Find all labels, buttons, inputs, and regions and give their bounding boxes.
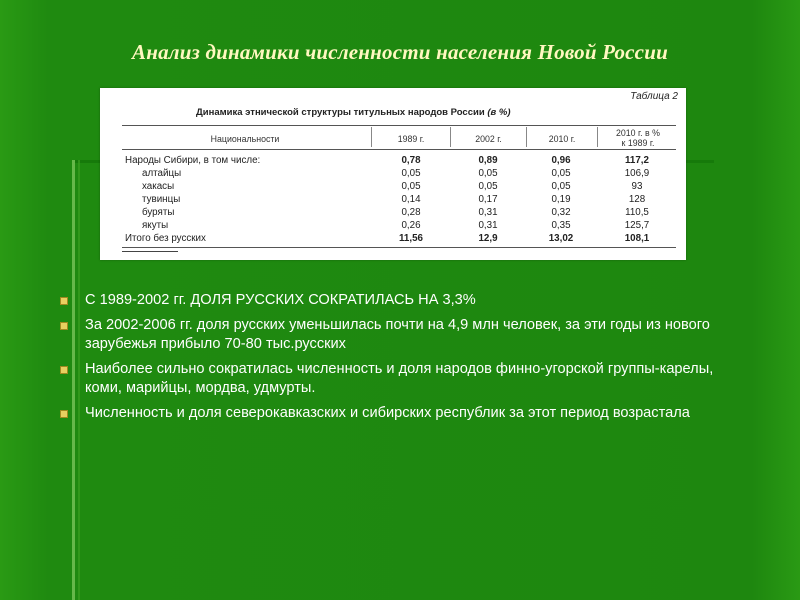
- cell-1989: 0,05: [401, 168, 421, 179]
- cell-2010: 0,96: [551, 155, 571, 166]
- bullet-text: За 2002-2006 гг. доля русских уменьшилась почти на 4,9 млн человек, за эти годы из нового зарубежья прибыло 70-80 тыс.русских: [85, 317, 710, 352]
- header-nationality: Национальности: [210, 134, 280, 144]
- row-name: алтайцы: [142, 168, 182, 179]
- header-2010: 2010 г.: [548, 134, 576, 144]
- cell-2002: 0,31: [478, 207, 498, 218]
- table-top-rule: [122, 125, 676, 126]
- table-caption-unit: (в %): [487, 107, 511, 118]
- square-bullet-icon: [60, 297, 68, 305]
- table-row: [100, 168, 686, 180]
- row-name: буряты: [142, 207, 175, 218]
- cell-2002: 0,05: [478, 181, 498, 192]
- table-label: Таблица 2: [630, 91, 678, 102]
- cell-ratio: 108,1: [624, 233, 650, 244]
- cell-ratio: 106,9: [624, 168, 650, 179]
- table-caption-text: Динамика этнической структуры титульных народов России: [196, 107, 485, 118]
- table-header-rule: [122, 149, 676, 150]
- bullet-item: [60, 360, 750, 398]
- cell-2002: 0,31: [478, 220, 498, 231]
- cell-ratio: 117,2: [625, 155, 649, 166]
- header-1989: 1989 г.: [397, 134, 425, 144]
- cell-1989: 11,56: [399, 233, 423, 244]
- bullet-item: [60, 404, 750, 423]
- table-bottom-rule: [122, 247, 676, 248]
- table-row: [100, 233, 686, 245]
- cell-2010: 0,32: [551, 207, 571, 218]
- bullet-list: [60, 291, 750, 429]
- row-name: хакасы: [142, 181, 175, 192]
- row-name: Итого без русских: [125, 233, 206, 244]
- square-bullet-icon: [60, 366, 68, 374]
- header-2010-vs-1989-line2: к 1989 г.: [621, 138, 655, 148]
- cell-2002: 0,05: [478, 168, 498, 179]
- cell-2010: 0,05: [551, 168, 571, 179]
- row-name: тувинцы: [142, 194, 181, 205]
- bullet-item: [60, 291, 750, 310]
- header-2002: 2002 г.: [475, 134, 502, 144]
- population-table: [100, 88, 686, 260]
- cell-1989: 0,05: [401, 181, 421, 192]
- footnote-rule: [122, 251, 178, 252]
- cell-1989: 0,78: [401, 155, 421, 166]
- cell-ratio: 125,7: [624, 220, 650, 231]
- cell-ratio: 128: [628, 194, 646, 205]
- row-name: Народы Сибири, в том числе:: [125, 155, 261, 166]
- bullet-item: [60, 316, 750, 354]
- cell-2010: 13,02: [548, 233, 574, 244]
- table-row: [100, 181, 686, 193]
- table-row: [100, 155, 686, 167]
- square-bullet-icon: [60, 410, 68, 418]
- table-row: [100, 207, 686, 219]
- cell-2002: 0,89: [478, 155, 498, 166]
- table-row: [100, 220, 686, 232]
- bullet-text: Наиболее сильно сократилась численность и доля народов финно-угорской группы-карелы, коми, марийцы, мордва, удмурты.: [85, 361, 714, 396]
- slide-title: Анализ динамики численности населения Новой России: [132, 40, 668, 64]
- table-caption: [196, 107, 510, 118]
- header-2010-vs-1989-line1: 2010 г. в %: [616, 128, 660, 138]
- cell-2010: 0,05: [551, 181, 571, 192]
- row-name: якуты: [142, 220, 169, 231]
- cell-2002: 0,17: [478, 194, 498, 205]
- cell-ratio: 93: [631, 181, 643, 192]
- cell-2002: 12,9: [478, 233, 498, 244]
- bullet-text: С 1989-2002 гг. ДОЛЯ РУССКИХ СОКРАТИЛАСЬ НА 3,3%: [85, 292, 476, 308]
- cell-1989: 0,26: [401, 220, 421, 231]
- cell-1989: 0,14: [401, 194, 421, 205]
- cell-2010: 0,19: [551, 194, 571, 205]
- table-row: [100, 194, 686, 206]
- cell-1989: 0,28: [401, 207, 421, 218]
- square-bullet-icon: [60, 322, 68, 330]
- bullet-text: Численность и доля северокавказских и сибирских республик за этот период возрастала: [85, 405, 690, 421]
- cell-2010: 0,35: [551, 220, 571, 231]
- cell-ratio: 110,5: [625, 207, 649, 218]
